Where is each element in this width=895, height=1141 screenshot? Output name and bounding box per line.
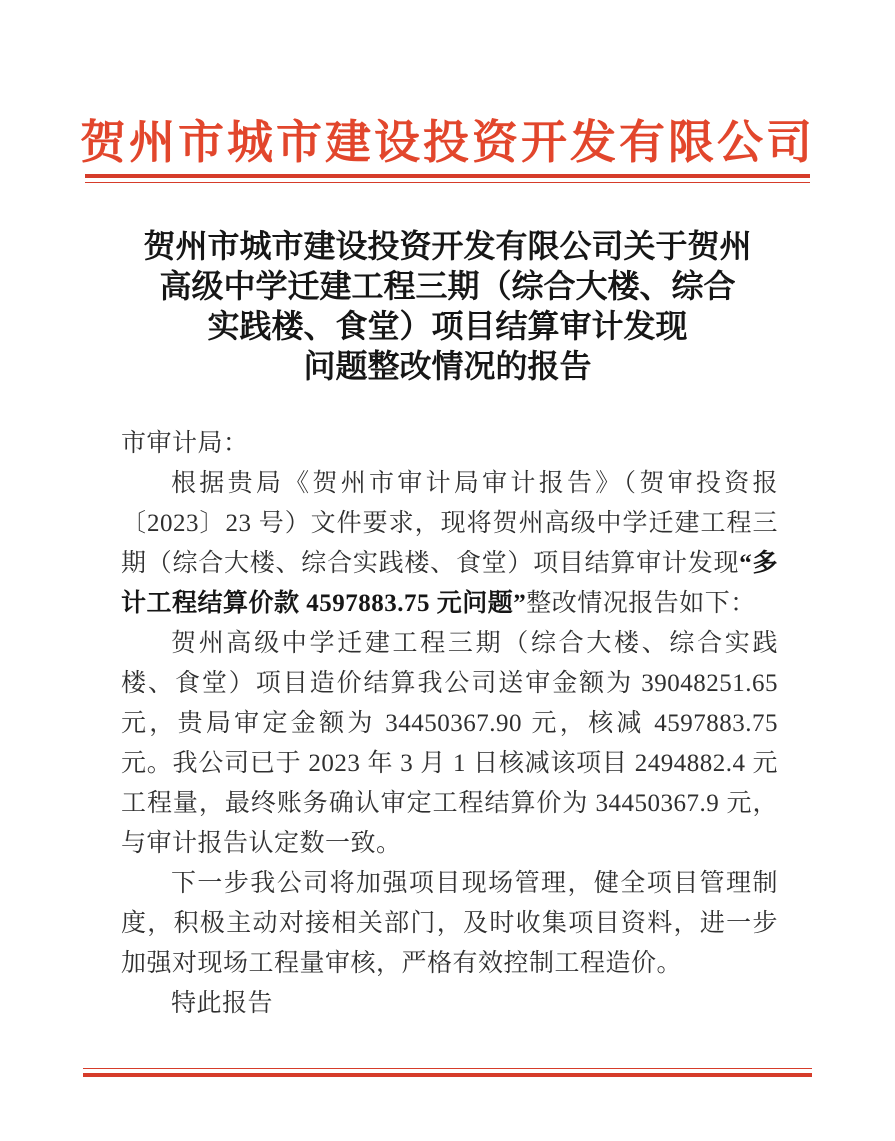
document-title-line-3: 实践楼、食堂）项目结算审计发现 [207, 308, 688, 344]
paragraph-next-steps: 下一步我公司将加强项目现场管理，健全项目管理制度，积极主动对接相关部门，及时收集项目资料，进一步加强对现场工程量审核，严格有效控制工程造价。 [121, 870, 778, 977]
paragraph-audit-basis [121, 464, 778, 624]
footer-divider [83, 1068, 812, 1077]
letterhead-company-title: 贺州市城市建设投资开发有限公司 [80, 117, 815, 168]
letterhead-divider-thin-line [85, 182, 810, 183]
document-title-line-4: 问题整改情况的报告 [303, 348, 592, 384]
paragraph-audit-basis-post: 整改情况报告如下： [526, 590, 756, 617]
footer-divider-thick-line [83, 1073, 812, 1077]
paragraph-audit-basis-pre: 根据贵局《贺州市审计局审计报告》（贺审投资报〔2023〕23 号）文件要求，现将贺州高级中学迁建工程三期（综合大楼、综合实践楼、食堂）项目结算审计发现 [121, 470, 778, 577]
document-body [121, 424, 778, 1024]
salutation: 市审计局： [121, 430, 249, 457]
document-title-line-2: 高级中学迁建工程三期（综合大楼、综合 [159, 268, 736, 304]
document-title-line-1: 贺州市城市建设投资开发有限公司关于贺州 [143, 228, 752, 264]
letterhead-divider [85, 174, 810, 183]
closing-statement: 特此报告 [171, 990, 274, 1017]
document-title [60, 226, 835, 386]
paragraph-settlement-figures: 贺州高级中学迁建工程三期（综合大楼、综合实践楼、食堂）项目造价结算我公司送审金额为 39048251.65 元，贵局审定金额为 34450367.90 元，核减 4597883.75 元。我公司已于 2023 年 3 月 1 日核减该项目 2494882.4 元工程量，最终账务确认审定工程结算价为 34450367.9 元，与审计报告认定数一致。 [121, 630, 778, 857]
letterhead-divider-thick-line [85, 174, 810, 178]
footer-divider-thin-line [83, 1068, 812, 1069]
audit-issue-amount-bold: “多计工程结算价款 4597883.75 元问题” [121, 550, 778, 617]
